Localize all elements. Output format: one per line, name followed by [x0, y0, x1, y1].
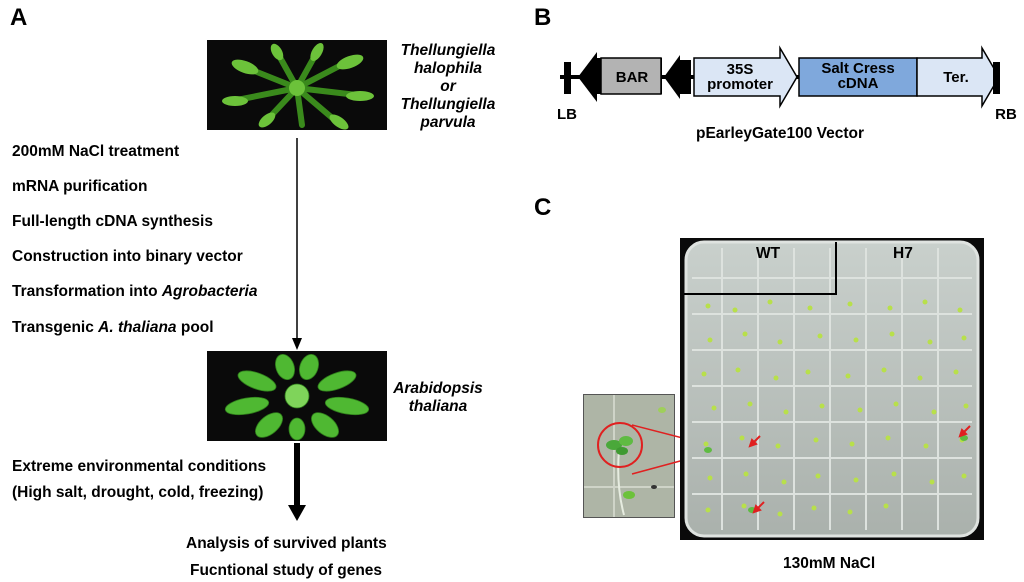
host-species-line1: Arabidopsis — [393, 380, 483, 397]
plate-label-wt: WT — [756, 245, 781, 262]
step-transgenic-pool — [12, 319, 214, 337]
step-pool-text: pool — [176, 319, 214, 336]
ter-label: Ter. — [943, 69, 969, 86]
vector-map — [552, 40, 1022, 130]
arabidopsis-plant-image — [207, 351, 387, 441]
thellungiella-plant-image — [207, 40, 387, 130]
lb-border-marker — [564, 62, 571, 94]
host-species-label — [392, 380, 484, 416]
rb-border-marker — [993, 62, 1000, 94]
plate-label-h7: H7 — [893, 245, 913, 262]
plate-caption: 130mM NaCl — [783, 555, 876, 572]
step-mrna-purification: mRNA purification — [12, 178, 148, 195]
step-nacl-treatment: 200mM NaCl treatment — [12, 143, 180, 160]
donor-species-line2: halophila — [413, 60, 483, 77]
cdna-label-line2: cDNA — [837, 75, 879, 92]
bar-label: BAR — [615, 69, 649, 86]
step-agrobacteria-transformation — [12, 283, 257, 301]
conditions-line1: Extreme environmental conditions — [12, 458, 267, 475]
panel-a-letter: A — [10, 4, 28, 31]
step-transgenic-text: Transgenic — [12, 319, 99, 336]
panel-b-letter: B — [534, 4, 552, 31]
promoter-label-line2: promoter — [707, 76, 773, 93]
donor-species-line1: Thellungiella — [400, 42, 496, 59]
flow-arrow-thick — [282, 441, 312, 523]
step-athaliana-italic: A. thaliana — [98, 319, 177, 336]
promoter-label-line1: 35S — [726, 61, 754, 78]
rb-label: RB — [995, 106, 1017, 123]
outcome-functional-study: Fucntional study of genes — [190, 562, 383, 579]
bar-arrowhead — [578, 52, 597, 102]
lb-label: LB — [557, 106, 577, 123]
donor-species-line4: Thellungiella — [400, 96, 496, 113]
step-agrobacteria-italic: Agrobacteria — [161, 283, 258, 300]
panel-c-letter: C — [534, 194, 552, 221]
donor-species-line3: or — [440, 78, 456, 95]
donor-species-label — [392, 42, 504, 132]
thellungiella-photo — [207, 40, 387, 130]
small-arrow-body — [679, 60, 691, 94]
conditions-line2: (High salt, drought, cold, freezing) — [12, 484, 264, 501]
petri-plate-photo — [680, 238, 984, 540]
host-species-line2: thaliana — [408, 398, 468, 415]
arabidopsis-photo — [207, 351, 387, 441]
step-cdna-synthesis: Full-length cDNA synthesis — [12, 213, 213, 230]
petri-plate-image — [680, 238, 984, 540]
step-binary-vector: Construction into binary vector — [12, 248, 243, 265]
cdna-label-line1: Salt Cress — [821, 60, 895, 77]
outcome-analysis: Analysis of survived plants — [186, 535, 387, 552]
vector-name-label: pEarleyGate100 Vector — [696, 125, 865, 142]
donor-species-line5: parvula — [420, 114, 476, 131]
flow-arrow-thin — [287, 130, 307, 352]
small-arrowhead — [664, 55, 680, 99]
step-transformation-text: Transformation into — [12, 283, 162, 300]
